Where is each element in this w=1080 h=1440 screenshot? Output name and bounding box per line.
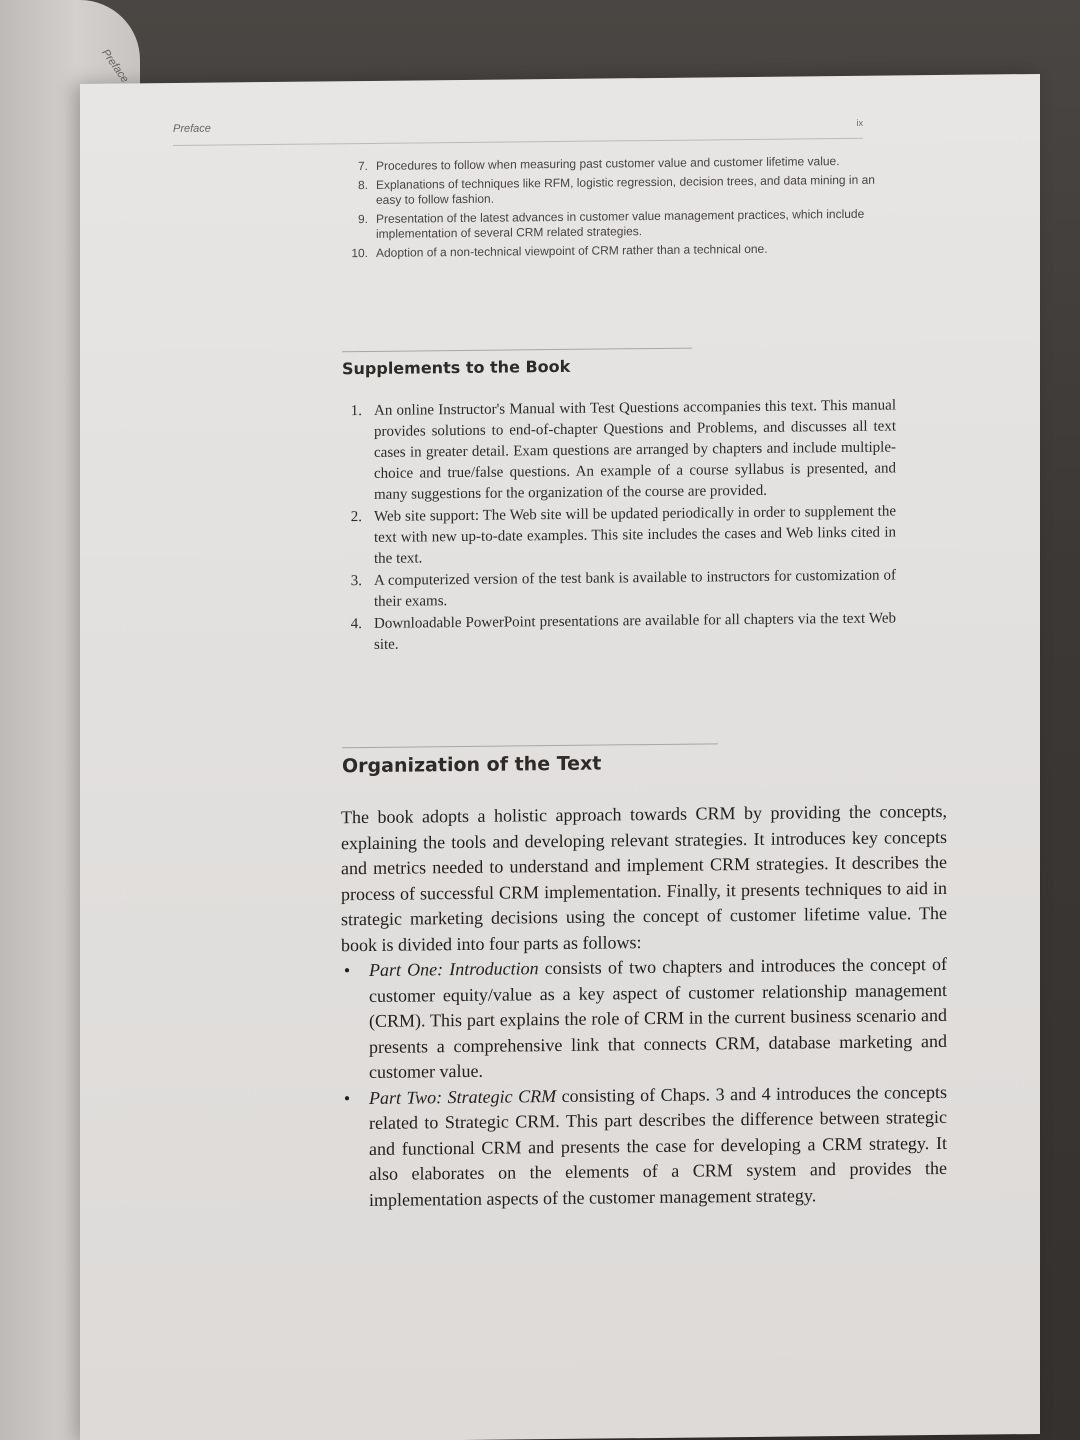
- list-item: [336, 608, 896, 656]
- list-item: [336, 154, 876, 175]
- parts-list: [341, 952, 947, 1213]
- list-item: [341, 1079, 947, 1213]
- list-item-number: 7.: [357, 158, 368, 174]
- list-item-number: 9.: [357, 211, 368, 226]
- list-item-text: Procedures to follow when measuring past customer value and customer lifetime value.: [376, 154, 840, 173]
- running-head: [173, 116, 863, 146]
- list-item-number: 2.: [350, 509, 362, 526]
- list-item-number: 3.: [350, 573, 362, 590]
- list-item-number: 10.: [351, 245, 368, 260]
- list-item: [336, 395, 896, 506]
- list-item-text: Web site support: The Web site will be updated periodically in order to supplement the text with new up-to-date examples. This site includes the cases and Web links cited in the text.: [374, 503, 896, 567]
- bullet-icon: •: [343, 960, 351, 981]
- list-item: [341, 952, 947, 1086]
- organization-heading: Organization of the Text: [342, 752, 602, 778]
- part-description: consisting of Chaps. 3 and 4 introduces the concepts related to Strategic CRM. This part describes the difference between strategic and functional CRM and presents the case for developing a CRM strategy. It also elaborates on the elements of a CRM system and provides the implementation aspects of the customer management strategy.: [369, 1081, 947, 1210]
- list-item-number: 8.: [357, 177, 368, 192]
- list-item-text: A computerized version of the test bank is available to instructors for customization of their exams.: [374, 567, 896, 610]
- section-divider: [342, 348, 692, 353]
- book-page: [80, 74, 1040, 1440]
- part-title: Part One: Introduction: [369, 958, 539, 980]
- supplements-list: [336, 395, 896, 657]
- page-number: ix: [856, 117, 863, 128]
- list-item: [336, 172, 876, 209]
- list-item-number: 1.: [350, 403, 362, 420]
- list-item: [336, 240, 876, 261]
- organization-body: [341, 799, 947, 1213]
- list-item-text: Presentation of the latest advances in customer value management practices, which include implementation of several CRM related strategies.: [376, 206, 865, 241]
- part-description: consists of two chapters and introduces the concept of customer equity/value as a key aspect of customer relationship management (CRM). This part explains the role of CRM in the current business scenario and presents a comprehensive link that connects CRM, database marketing and customer value.: [369, 953, 948, 1082]
- list-item: [336, 501, 896, 570]
- features-list: [336, 154, 876, 265]
- list-item: [336, 565, 896, 613]
- part-title: Part Two: Strategic CRM: [369, 1085, 557, 1108]
- list-item-text: Downloadable PowerPoint presentations are available for all chapters via the text Web site.: [374, 610, 896, 653]
- bullet-icon: •: [343, 1087, 351, 1108]
- list-item: [336, 206, 876, 243]
- list-item-text: Explanations of techniques like RFM, logistic regression, decision trees, and data mining in an easy to follow fashion.: [376, 172, 875, 207]
- running-head-title: Preface: [173, 122, 211, 136]
- organization-intro: The book adopts a holistic approach towards CRM by providing the concepts, explaining the tools and developing relevant strategies. It introduces key concepts and metrics needed to understand and implement CRM strategies. It describes the process of successful CRM implementation. Finally, it presents techniques to aid in strategic marketing decisions using the concept of customer lifetime value. The book is divided into four parts as follows:: [341, 800, 947, 955]
- back-page-tab-text: Preface: [99, 47, 131, 85]
- section-divider: [342, 743, 718, 748]
- list-item-number: 4.: [350, 616, 362, 633]
- list-item-text: An online Instructor's Manual with Test Questions accompanies this text. This manual provides solutions to end-of-chapter Questions and Problems, and discusses all text cases in greater detail. Exam questions are arranged by chapters and include multiple-choice and true/false questions. An example of a course syllabus is presented, and many suggestions for the organization of the course are provided.: [374, 397, 896, 503]
- supplements-heading: Supplements to the Book: [342, 356, 571, 379]
- list-item-text: Adoption of a non-technical viewpoint of CRM rather than a technical one.: [376, 241, 768, 260]
